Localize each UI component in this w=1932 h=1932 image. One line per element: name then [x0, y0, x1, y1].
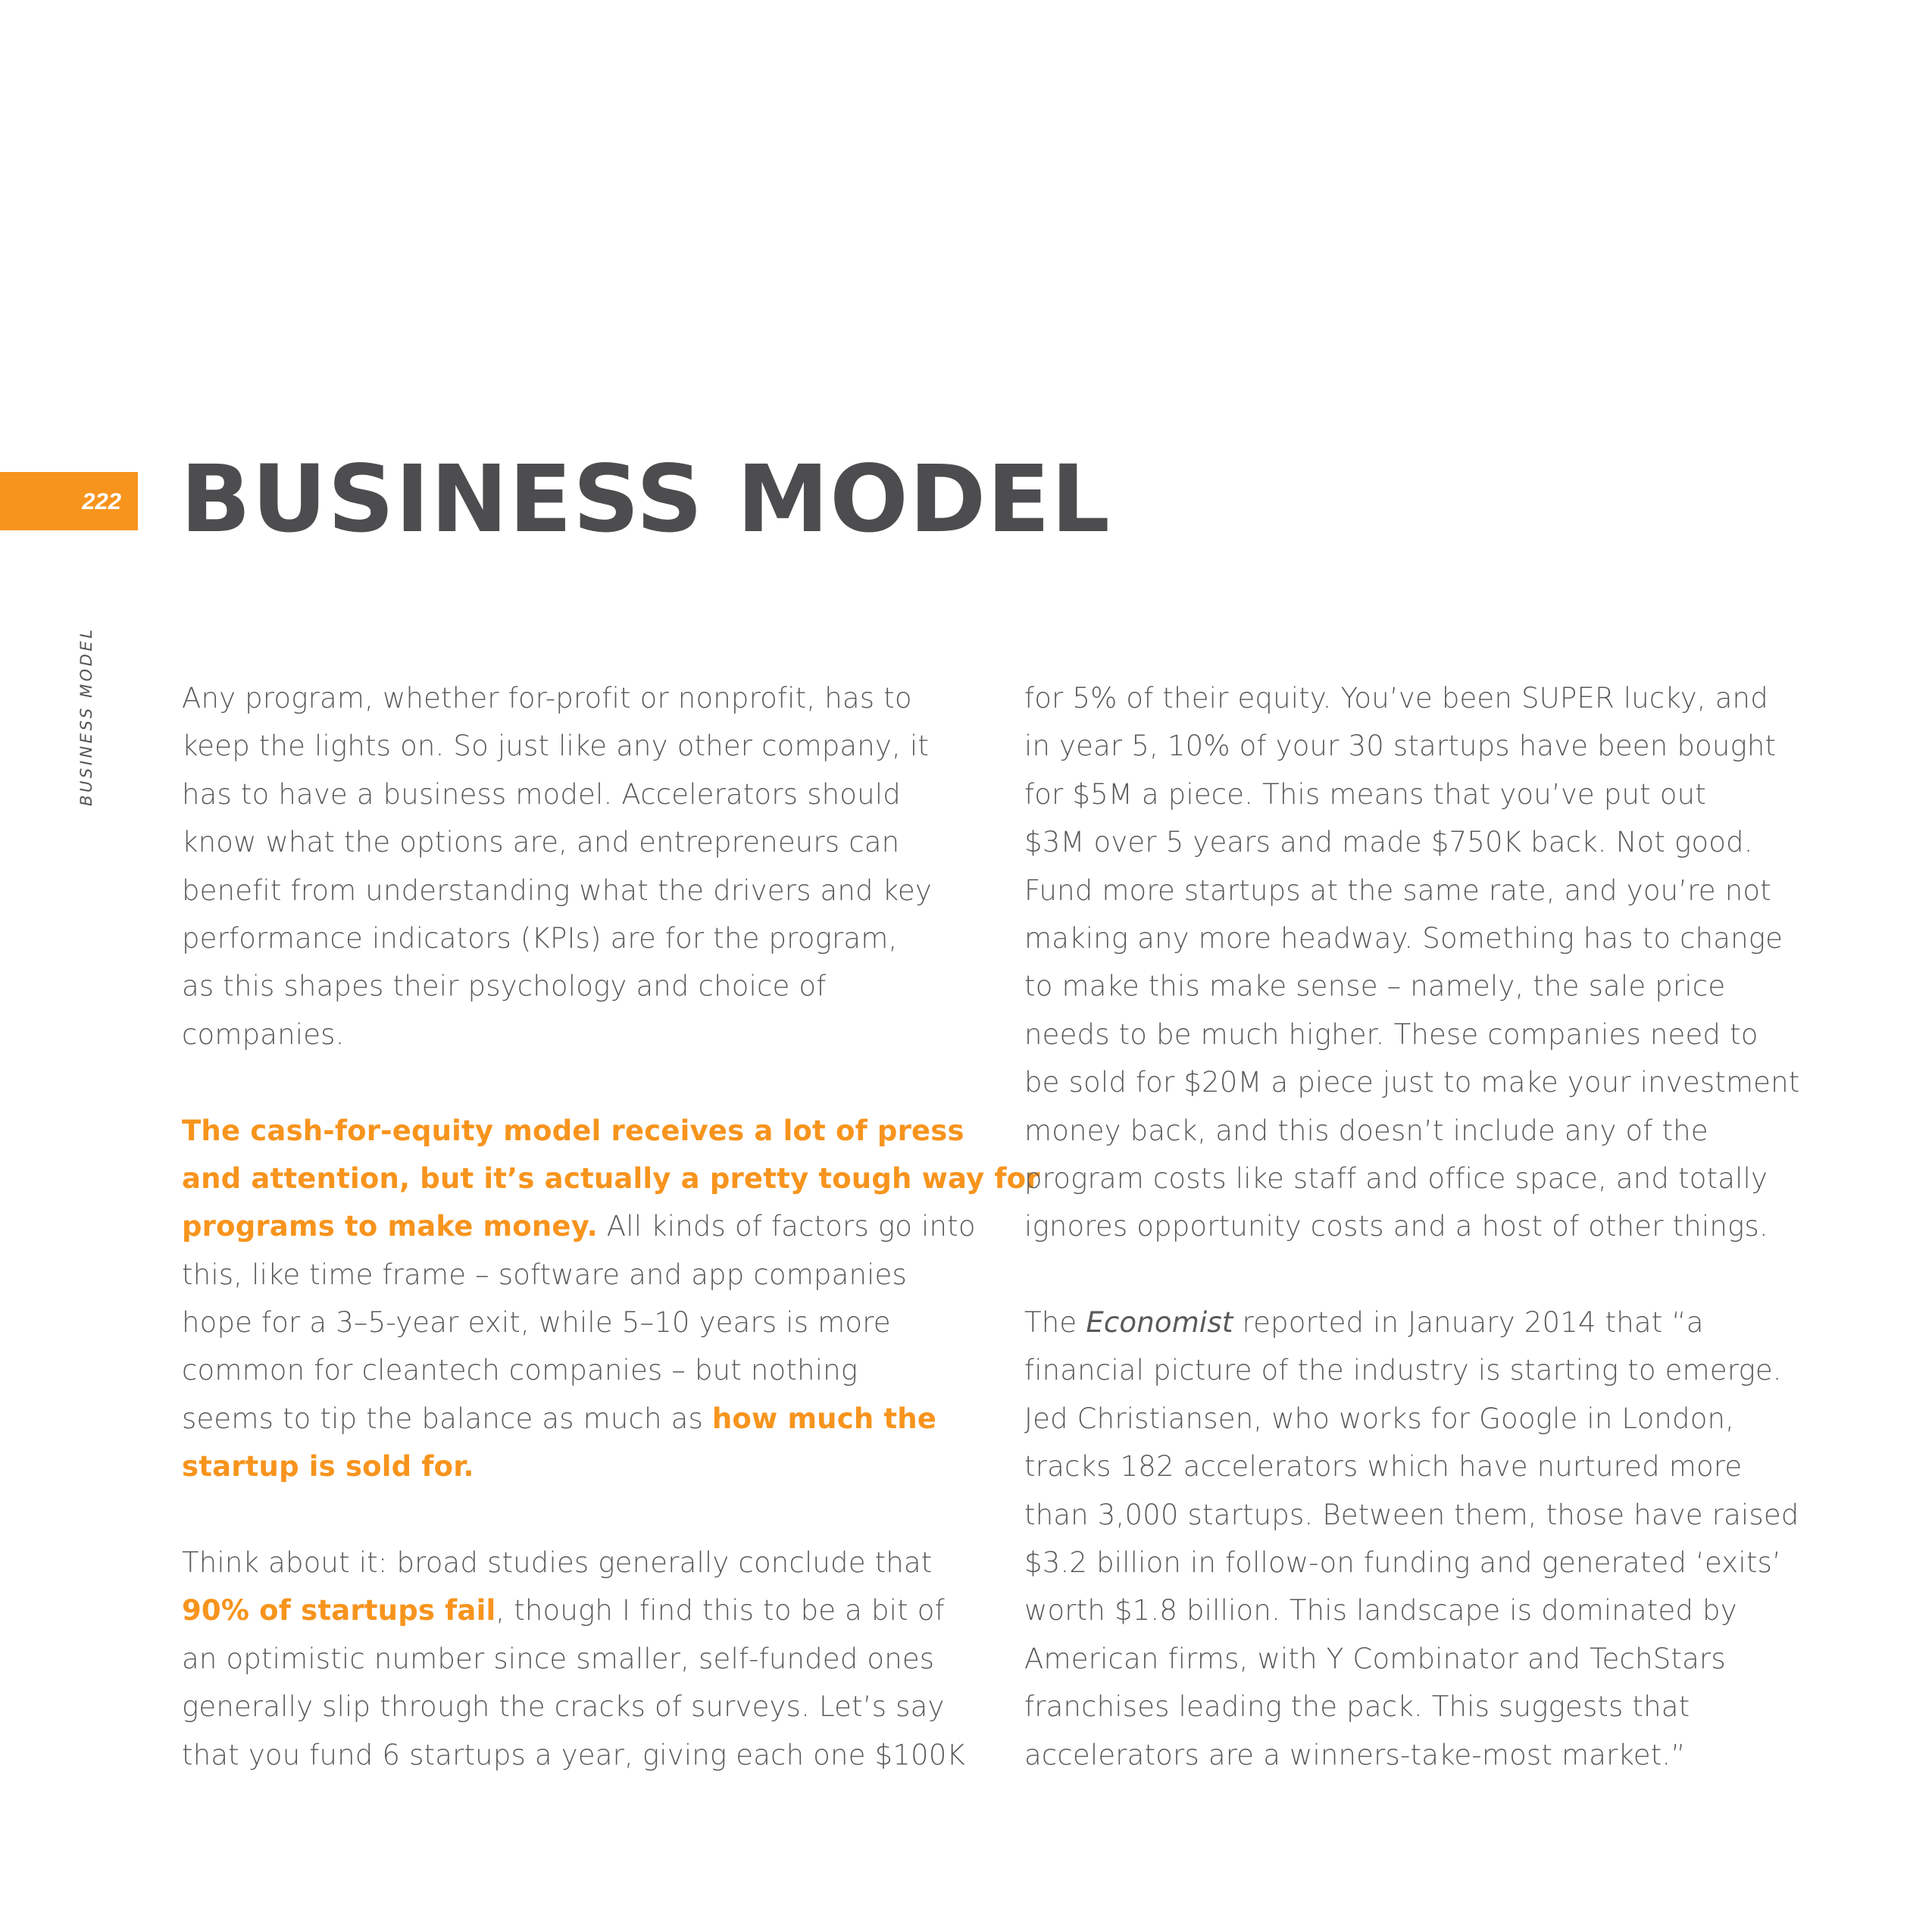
- text-line: performance indicators (KPIs) are for the program,: [182, 921, 898, 955]
- highlight-text: programs to make money.: [182, 1210, 598, 1243]
- text-line: common for cleantech companies – but nothing: [182, 1354, 858, 1387]
- text-line: keep the lights on. So just like any other company, it: [182, 730, 930, 763]
- text-line: [182, 1395, 939, 1443]
- text-line: for 5% of their equity. You’ve been SUPER lucky, and: [1024, 682, 1768, 714]
- page-title: BUSINESS MODEL: [180, 445, 1111, 553]
- highlight-line: and attention, but it’s actually a pretty tough way for: [182, 1161, 1040, 1195]
- text-line: to make this make sense – namely, the sale price: [1024, 970, 1726, 1003]
- text-line: this, like time frame – software and app companies: [182, 1258, 907, 1291]
- text-line: $3.2 billion in follow-on funding and generated ‘exits’: [1024, 1546, 1781, 1580]
- text-line: that you fund 6 startups a year, giving each one $100K: [182, 1738, 965, 1771]
- text-line: as this shapes their psychology and choice of: [182, 970, 827, 1003]
- running-header: [77, 624, 100, 806]
- left-column: [182, 674, 1040, 1779]
- text-line: needs to be much higher. These companies need to: [1024, 1018, 1758, 1051]
- text-line: [182, 1202, 976, 1250]
- body-text: reported in January 2014 that “a: [1233, 1306, 1704, 1340]
- text-line: Fund more startups at the same rate, and you’re not: [1024, 874, 1771, 907]
- text-line: American firms, with Y Combinator and TechStars: [1024, 1642, 1726, 1675]
- highlight-text: 90% of startups fail: [182, 1594, 496, 1627]
- highlight-text: how much the: [711, 1402, 937, 1435]
- body-text: seems to tip the balance as much as: [182, 1402, 712, 1435]
- text-line: franchises leading the pack. This suggests that: [1024, 1690, 1690, 1724]
- text-line: be sold for $20M a piece just to make your investment: [1024, 1066, 1800, 1099]
- body-text: All kinds of factors go into: [597, 1210, 976, 1243]
- text-line: [1024, 1299, 1782, 1346]
- side-section-label: BUSINESS MODEL: [77, 627, 95, 806]
- text-line: generally slip through the cracks of surveys. Let’s say: [182, 1690, 945, 1724]
- publication-name: Economist: [1086, 1306, 1233, 1340]
- body-text: , though I find this to be a bit of: [496, 1594, 945, 1627]
- body-text: The: [1024, 1306, 1086, 1340]
- text-line: Jed Christiansen, who works for Google in London,: [1024, 1402, 1735, 1435]
- text-line: benefit from understanding what the drivers and key: [182, 874, 932, 907]
- text-line: worth $1.8 billion. This landscape is dominated by: [1024, 1594, 1737, 1627]
- page-number-badge: [0, 472, 138, 530]
- text-line: $3M over 5 years and made $750K back. Not good.: [1024, 826, 1753, 859]
- text-line: [182, 1587, 945, 1634]
- right-column: [1024, 674, 1800, 1779]
- text-line: ignores opportunity costs and a host of other things.: [1024, 1210, 1768, 1243]
- text-line: an optimistic number since smaller, self-funded ones: [182, 1642, 935, 1675]
- text-line: accelerators are a winners-take-most market.”: [1024, 1738, 1686, 1771]
- text-line: money back, and this doesn’t include any of the: [1024, 1114, 1708, 1147]
- text-line: making any more headway. Something has to change: [1024, 921, 1784, 955]
- text-line: companies.: [182, 1018, 345, 1051]
- text-line: Any program, whether for-profit or nonprofit, has to: [182, 682, 912, 714]
- highlight-line: startup is sold for.: [182, 1450, 474, 1483]
- text-line: hope for a 3–5-year exit, while 5–10 years is more: [182, 1306, 891, 1340]
- text-line: has to have a business model. Accelerators should: [182, 777, 901, 811]
- text-line: program costs like staff and office space, and totally: [1024, 1161, 1768, 1195]
- text-line: for $5M a piece. This means that you’ve put out: [1024, 777, 1706, 811]
- text-line: tracks 182 accelerators which have nurtured more: [1024, 1450, 1743, 1483]
- text-line: in year 5, 10% of your 30 startups have been bought: [1024, 730, 1777, 763]
- highlight-line: The cash-for-equity model receives a lot of press: [182, 1114, 964, 1147]
- text-line: financial picture of the industry is starting to emerge.: [1024, 1354, 1782, 1387]
- text-line: Think about it: broad studies generally conclude that: [182, 1546, 933, 1580]
- page-number: 222: [82, 487, 121, 514]
- text-line: than 3,000 startups. Between them, those have raised: [1024, 1498, 1799, 1531]
- text-line: know what the options are, and entrepreneurs can: [182, 826, 900, 859]
